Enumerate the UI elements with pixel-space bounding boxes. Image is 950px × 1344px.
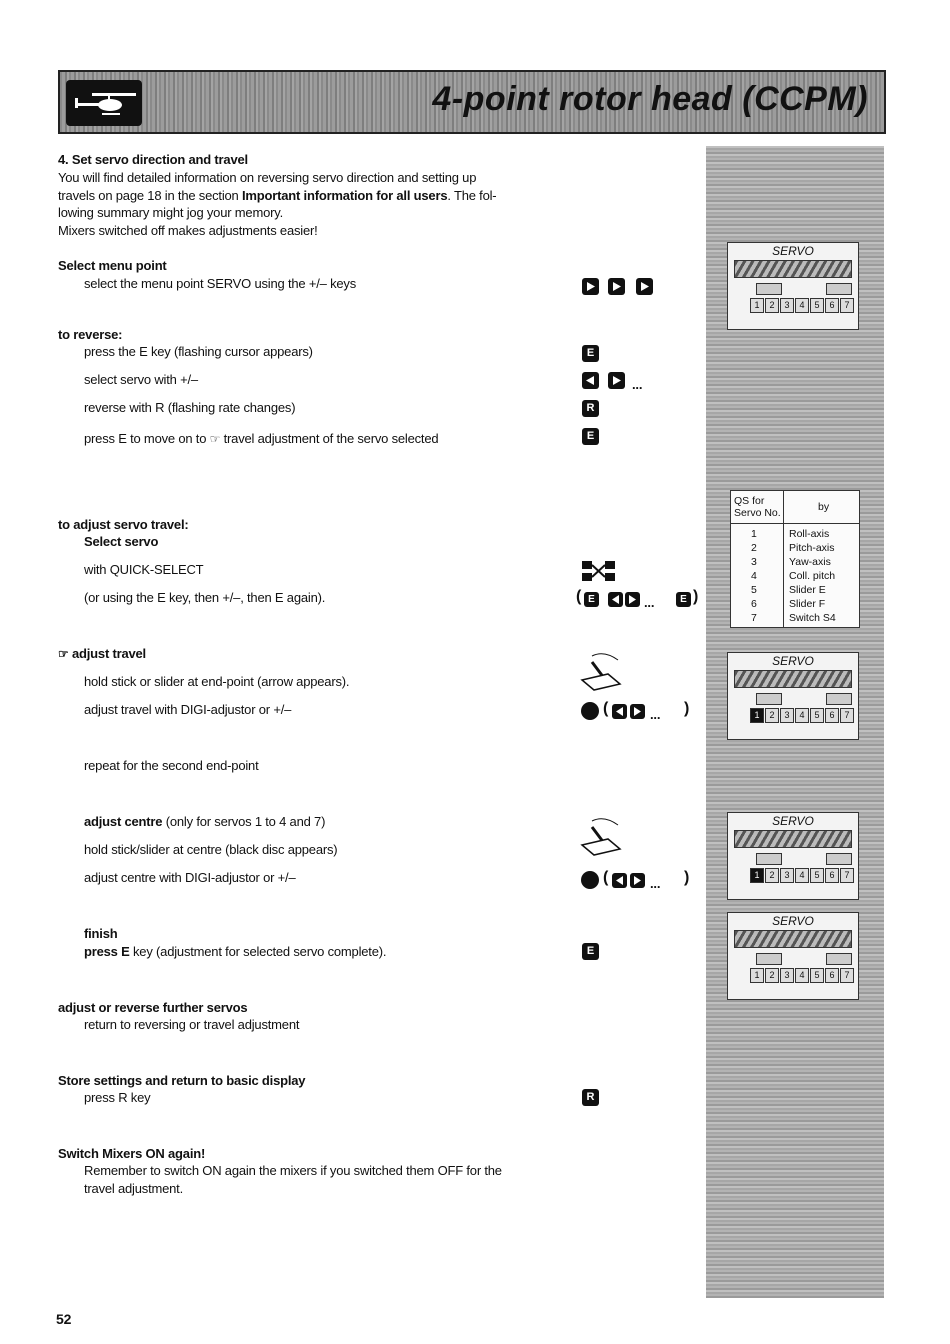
lcd-servo-display: SERVO 1 2 3 4 5 6 7 xyxy=(727,912,859,1000)
e-key: E xyxy=(584,592,599,607)
select-menu-text: select the menu point SERVO using the +/– keys xyxy=(84,276,357,291)
table-row: 5 Slider E xyxy=(751,584,826,596)
repeat-text: repeat for the second end-point xyxy=(84,758,259,773)
e-key: E xyxy=(582,428,599,445)
page-title: 4-point rotor head (CCPM) xyxy=(432,80,868,118)
store-text: press R key xyxy=(84,1090,151,1105)
e-key: E xyxy=(582,943,599,960)
reverse-step-2: select servo with +/– xyxy=(84,372,198,387)
adjust-travel-step-2: adjust travel with DIGI-adjustor or +/– xyxy=(84,702,292,717)
table-header-qs: QS for Servo No. xyxy=(734,495,781,519)
or-using-text: (or using the E key, then +/–, then E again). xyxy=(84,590,326,605)
finish-heading: finish xyxy=(84,926,118,941)
reverse-step-4: press E to move on to ☞ travel adjustment of the servo selected xyxy=(84,431,439,446)
lcd-servo-display: SERVO 1 2 3 4 5 6 7 xyxy=(727,242,859,330)
minus-key xyxy=(612,704,627,719)
ellipsis: ... xyxy=(632,377,643,392)
travel-heading: to adjust servo travel: xyxy=(58,517,189,532)
plus-key xyxy=(630,873,645,888)
finish-text: press E key (adjustment for selected servo complete). xyxy=(84,944,387,959)
table-row: 1 Roll-axis xyxy=(751,528,830,540)
adjust-centre-step-1: hold stick/slider at centre (black disc appears) xyxy=(84,842,338,857)
reverse-step-1: press the E key (flashing cursor appears) xyxy=(84,344,313,359)
minus-key xyxy=(608,592,623,607)
section-heading: 4. Set servo direction and travel xyxy=(58,152,248,167)
mixers-text-1: Remember to switch ON again the mixers if you switched them OFF for the xyxy=(84,1163,502,1178)
plus-key xyxy=(582,278,599,295)
store-heading: Store settings and return to basic display xyxy=(58,1073,306,1088)
select-menu-heading: Select menu point xyxy=(58,258,167,273)
table-row: 6 Slider F xyxy=(751,598,826,610)
e-key: E xyxy=(582,345,599,362)
reverse-step-3: reverse with R (flashing rate changes) xyxy=(84,400,296,415)
joystick-icon xyxy=(578,650,624,694)
plus-key xyxy=(608,372,625,389)
mixers-heading: Switch Mixers ON again! xyxy=(58,1146,206,1161)
joystick-icon xyxy=(578,815,624,859)
adjust-centre-step-2: adjust centre with DIGI-adjustor or +/– xyxy=(84,870,296,885)
select-servo-heading: Select servo xyxy=(84,534,159,549)
plus-key xyxy=(630,704,645,719)
quick-select-table xyxy=(730,490,860,628)
e-key: E xyxy=(676,592,691,607)
page-number: 52 xyxy=(56,1311,72,1327)
table-header-by: by xyxy=(818,501,830,513)
further-text: return to reversing or travel adjustment xyxy=(84,1017,300,1032)
minus-key xyxy=(582,372,599,389)
reverse-heading: to reverse: xyxy=(58,327,123,342)
quick-select-text: with QUICK-SELECT xyxy=(84,562,204,577)
lcd-servo-display: SERVO 1 2 3 4 5 6 7 xyxy=(727,652,859,740)
further-heading: adjust or reverse further servos xyxy=(58,1000,248,1015)
helicopter-icon xyxy=(66,80,142,126)
ellipsis: ... xyxy=(650,876,661,891)
digi-adjustor-icon xyxy=(581,871,599,889)
adjust-centre-heading: adjust centre (only for servos 1 to 4 and 7) xyxy=(84,814,326,829)
adjust-travel-heading: ☞ adjust travel xyxy=(58,646,146,661)
lcd-servo-display: SERVO 1 2 3 4 5 6 7 xyxy=(727,812,859,900)
intro-paragraph: You will find detailed information on reversing servo direction and setting up travels on page 18 in the section Important information for all users. The fol- lowing summary might jog your memory. Mixers switched off makes adjustments easier! xyxy=(58,170,497,238)
minus-key xyxy=(612,873,627,888)
digi-adjustor-icon xyxy=(581,702,599,720)
adjust-travel-step-1: hold stick or slider at end-point (arrow appears). xyxy=(84,674,350,689)
table-row: 4 Coll. pitch xyxy=(751,570,836,582)
plus-key xyxy=(625,592,640,607)
plus-key xyxy=(636,278,653,295)
table-row: 7 Switch S4 xyxy=(751,612,836,624)
mixers-text-2: travel adjustment. xyxy=(84,1181,184,1196)
r-key: R xyxy=(582,400,599,417)
r-key: R xyxy=(582,1089,599,1106)
quick-select-icon xyxy=(581,560,617,582)
pointing-hand-icon: ☞ xyxy=(58,647,69,661)
table-row: 2 Pitch-axis xyxy=(751,542,835,554)
ellipsis: ... xyxy=(644,595,655,610)
plus-key xyxy=(608,278,625,295)
ellipsis: ... xyxy=(650,707,661,722)
pointing-hand-icon: ☞ xyxy=(209,432,221,446)
page-header xyxy=(58,70,886,134)
table-row: 3 Yaw-axis xyxy=(751,556,831,568)
